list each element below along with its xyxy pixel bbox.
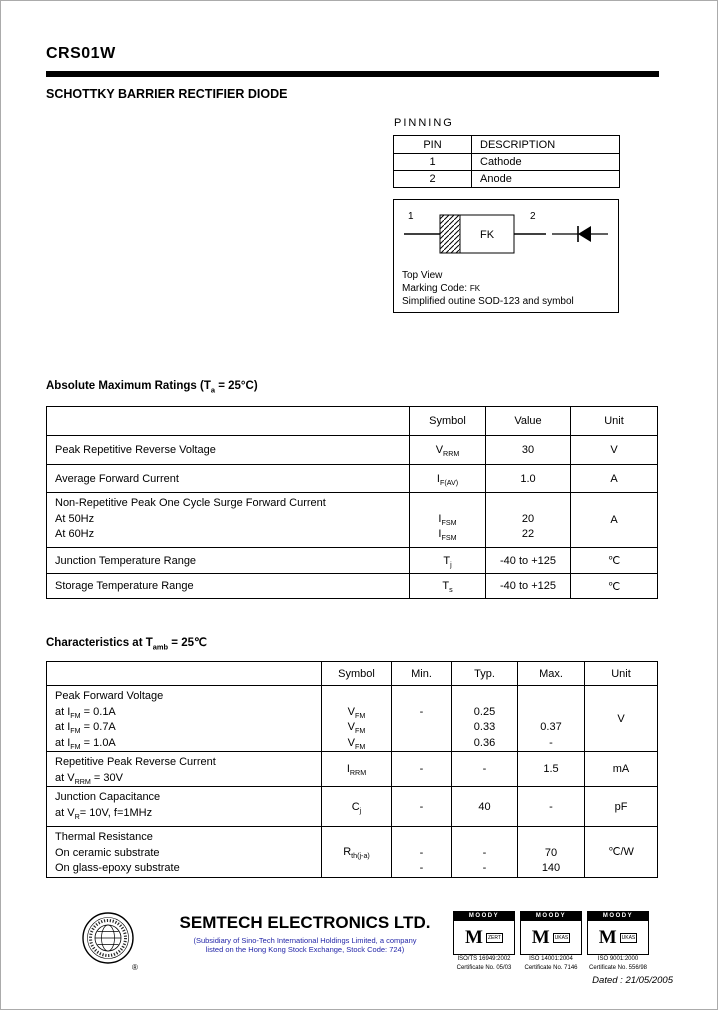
company-subsidiary-line2: listed on the Hong Kong Stock Exchange, Stock Code: 724)	[205, 945, 405, 954]
symbol-cell: $R_{th(j-a)}$	[322, 827, 392, 878]
max-cell: -	[518, 787, 585, 827]
value-cell: 1.0	[486, 465, 571, 493]
min-header-cell: Min.	[392, 662, 452, 686]
part-number: CRS01W	[46, 45, 116, 62]
caption-marking-label: Marking Code:	[402, 283, 470, 294]
param-cell: Non-Repetitive Peak One Cycle Surge Forward Current At 50Hz At 60Hz	[47, 493, 410, 548]
pinning-title: PINNING	[394, 117, 454, 129]
cert-standard: ISO 14001:2004	[529, 956, 573, 962]
unit-cell: mA	[585, 752, 658, 787]
symbol-cell: $I_{FSM}$ $I_{FSM}$	[410, 493, 486, 548]
caption-outline: Simplified outine SOD-123 and symbol	[402, 296, 574, 307]
package-figure-box	[393, 199, 619, 313]
cert-standard: ISO/TS 16949:2002	[457, 956, 511, 962]
symbol-cell: $T_s$	[410, 574, 486, 599]
max-cell: 0.37 -	[518, 686, 585, 752]
unit-cell: V	[585, 686, 658, 752]
ukas-badge-icon: UKAS	[621, 934, 636, 941]
unit-cell: A	[571, 493, 658, 548]
unit-cell: V	[571, 436, 658, 465]
symbol-cell: $I_{RRM}$	[322, 752, 392, 787]
param-header-cell	[47, 407, 410, 436]
cert-box-iso-ts16949	[453, 911, 515, 972]
typ-cell: - -	[452, 827, 518, 878]
cert-number: Certificate No. 7146	[524, 964, 578, 971]
characteristics-table	[46, 661, 658, 878]
max-cell: 1.5	[518, 752, 585, 787]
cert-frame	[453, 911, 515, 955]
value-cell: -40 to +125	[486, 574, 571, 599]
pin-column-header: PIN	[394, 136, 472, 154]
max-header-cell: Max.	[518, 662, 585, 686]
cert-header: MOODY	[521, 912, 581, 921]
pin2-label: 2	[530, 211, 536, 222]
param-cell: Peak Forward Voltage at $I_{FM} = 0.1A$ at $I_{FM} = 0.7A$ at $I_{FM} = 1.0A$	[47, 686, 322, 752]
caption-top-view: Top View	[402, 270, 443, 281]
heading-sub: amb	[152, 642, 169, 652]
pinning-header-row	[394, 136, 620, 154]
value-cell: 20 22	[486, 493, 571, 548]
caption-marking-code	[394, 282, 618, 295]
cert-standard: ISO 9001:2000	[597, 956, 639, 962]
cert-box-iso14001	[520, 911, 582, 972]
characteristics-heading	[46, 635, 207, 652]
absolute-maximum-ratings-table	[46, 406, 658, 599]
cert-number: Certificate No. 05/03	[456, 964, 512, 971]
typ-cell: 0.25 0.33 0.36	[452, 686, 518, 752]
characteristics-header-row	[47, 662, 658, 686]
moody-monogram-icon: M	[465, 927, 483, 948]
abs-max-row-ts	[47, 574, 658, 599]
pin-description-cell: Anode	[472, 171, 620, 188]
page-title: SCHOTTKY BARRIER RECTIFIER DIODE	[46, 87, 288, 101]
typ-cell: -	[452, 752, 518, 787]
pin-description-cell: Cathode	[472, 154, 620, 171]
value-cell: 30	[486, 436, 571, 465]
ukas-badge-icon: UKAS	[554, 934, 569, 941]
symbol-cell: $C_j$	[322, 787, 392, 827]
param-cell: Storage Temperature Range	[47, 574, 410, 599]
abs-max-row-ifsm	[47, 493, 658, 548]
pinning-row-anode	[394, 171, 620, 188]
dated-label: Dated : 21/05/2005	[592, 975, 673, 986]
registered-trademark-mark: ®	[132, 963, 138, 972]
heading-text: Absolute Maximum Ratings (T	[46, 380, 211, 392]
package-marking-code: FK	[479, 229, 495, 241]
abs-max-row-vrrm	[47, 436, 658, 465]
cert-frame	[587, 911, 649, 955]
semtech-seal-logo	[81, 911, 135, 965]
char-row-vfm	[47, 686, 658, 752]
typ-cell: 40	[452, 787, 518, 827]
min-cell: -	[392, 787, 452, 827]
cathode-band	[440, 215, 460, 253]
typ-header-cell: Typ.	[452, 662, 518, 686]
abs-max-header-row	[47, 407, 658, 436]
min-cell: -	[392, 686, 452, 752]
heading-text: Characteristics at T	[46, 637, 153, 649]
pinning-row-cathode	[394, 154, 620, 171]
pin1-label: 1	[408, 211, 414, 222]
pin-number-cell: 2	[394, 171, 472, 188]
max-cell: 70 140	[518, 827, 585, 878]
unit-header-cell: Unit	[571, 407, 658, 436]
pin-number-cell: 1	[394, 154, 472, 171]
char-row-rth	[47, 827, 658, 878]
symbol-cell: $V_{FM}$ $V_{FM}$ $V_{FM}$	[322, 686, 392, 752]
abs-max-row-ifav	[47, 465, 658, 493]
param-header-cell	[47, 662, 322, 686]
param-cell: Average Forward Current	[47, 465, 410, 493]
moody-monogram-icon: M	[531, 927, 550, 948]
unit-cell: ℃	[571, 574, 658, 599]
min-cell: -	[392, 752, 452, 787]
zert-badge-icon: ZERT	[487, 934, 501, 941]
pinning-table	[393, 135, 620, 188]
char-row-irrm	[47, 752, 658, 787]
company-name: SEMTECH ELECTRONICS LTD.	[179, 913, 431, 932]
param-cell: Peak Repetitive Reverse Voltage	[47, 436, 410, 465]
unit-cell: pF	[585, 787, 658, 827]
value-header-cell: Value	[486, 407, 571, 436]
unit-header-cell: Unit	[585, 662, 658, 686]
package-outline-drawing	[394, 200, 618, 264]
char-row-cj	[47, 787, 658, 827]
heading-sub: a	[210, 385, 216, 395]
cert-number: Certificate No. 556/98	[588, 964, 648, 971]
cert-header: MOODY	[588, 912, 648, 921]
unit-cell: ℃/W	[585, 827, 658, 878]
heading-text: = 25°C)	[215, 380, 258, 392]
min-cell: - -	[392, 827, 452, 878]
symbol-cell: $I_{F(AV)}$	[410, 465, 486, 493]
param-cell: Junction Capacitance at $V_R= 10V$, f=1MHz	[47, 787, 322, 827]
value-cell: -40 to +125	[486, 548, 571, 574]
cert-box-iso9001	[587, 911, 649, 972]
symbol-header-cell: Symbol	[410, 407, 486, 436]
title-rule	[46, 71, 659, 77]
symbol-cell: $T_j$	[410, 548, 486, 574]
unit-cell: A	[571, 465, 658, 493]
caption-marking-value: FK	[469, 284, 481, 293]
diode-symbol-icon	[552, 226, 608, 242]
param-cell: Thermal Resistance On ceramic substrate On glass-epoxy substrate	[47, 827, 322, 878]
symbol-header-cell: Symbol	[322, 662, 392, 686]
heading-text: = 25℃	[168, 637, 207, 649]
param-cell: Junction Temperature Range	[47, 548, 410, 574]
company-block	[159, 913, 451, 954]
unit-cell: ℃	[571, 548, 658, 574]
description-column-header: DESCRIPTION	[472, 136, 620, 154]
abs-max-heading	[46, 380, 258, 395]
moody-monogram-icon: M	[598, 927, 617, 948]
symbol-cell: $V_{RRM}$	[410, 436, 486, 465]
cert-header: MOODY	[454, 912, 514, 921]
cert-frame	[520, 911, 582, 955]
param-cell: Repetitive Peak Reverse Current at $V_{RRM} = 30V$	[47, 752, 322, 787]
abs-max-row-tj	[47, 548, 658, 574]
company-subsidiary-line1: (Subsidiary of Sino-Tech International Holdings Limited, a company	[193, 936, 417, 945]
